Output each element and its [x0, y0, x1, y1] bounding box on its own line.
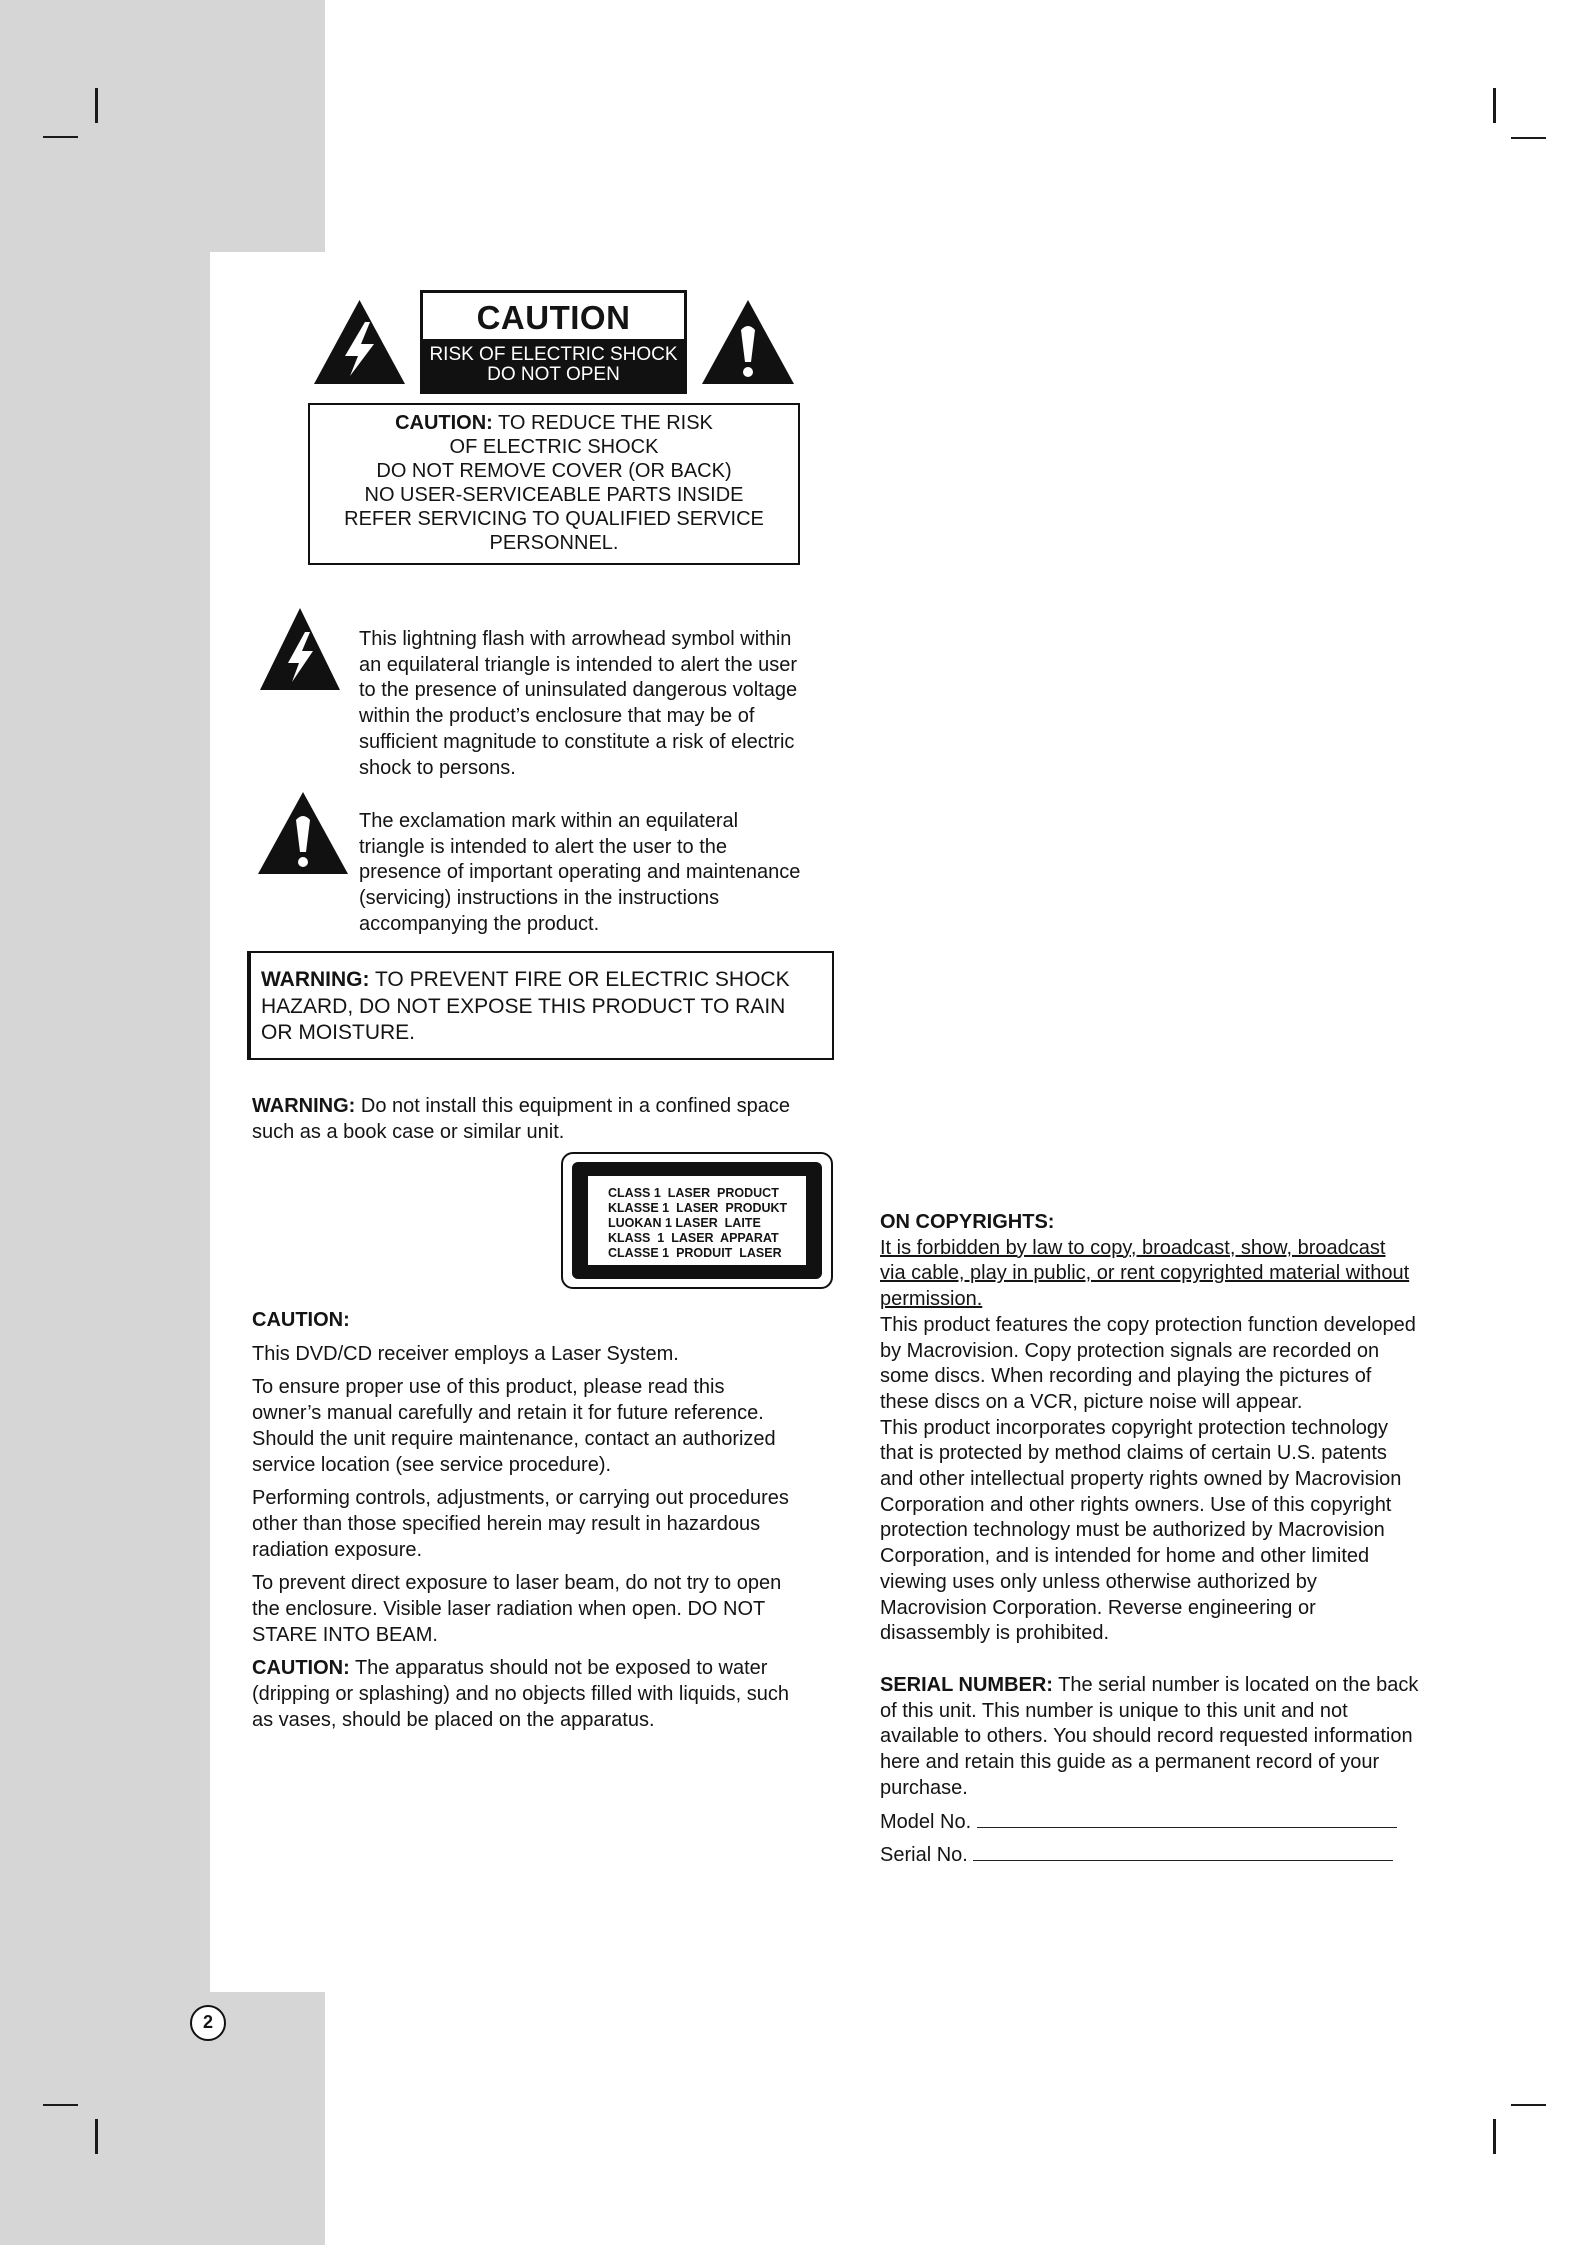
crop-mark [95, 88, 98, 123]
text-line [252, 1656, 852, 1682]
serial-bold: SERIAL NUMBER: [880, 1674, 1053, 1696]
text-line: of this unit. This number is unique to this unit and not [880, 1699, 1348, 1722]
serial-number-section [880, 1673, 1480, 1869]
exclamation-symbol-icon [256, 790, 350, 876]
heading-text: ON COPYRIGHTS: [880, 1211, 1055, 1233]
text-line: STARE INTO BEAM. [252, 1623, 438, 1646]
warning-line [261, 967, 832, 994]
laser-label-text [588, 1176, 806, 1265]
text-line: viewing uses only unless otherwise authorized by [880, 1570, 1317, 1593]
text-line: Macrovision Corporation. Reverse engineering or [880, 1596, 1316, 1619]
page-margin-bottom [0, 1992, 325, 2245]
caution-heading [252, 1308, 852, 1334]
model-number-line[interactable] [977, 1811, 1397, 1828]
model-label: Model No. [880, 1810, 972, 1833]
reduce-line: DO NOT REMOVE COVER (OR BACK) [376, 460, 732, 482]
caution-reduce-box [308, 403, 800, 565]
text-line: an equilateral triangle is intended to alert the user [359, 653, 798, 676]
text-line: radiation exposure. [252, 1538, 423, 1561]
text-line: (servicing) instructions in the instructions [359, 887, 720, 910]
text-line: Performing controls, adjustments, or carrying out procedures [252, 1487, 789, 1510]
warning-line: HAZARD, DO NOT EXPOSE THIS PRODUCT TO RAIN [261, 994, 786, 1018]
caution-title: CAUTION [476, 299, 631, 336]
crop-mark [43, 2104, 78, 2106]
laser-line: KLASSE 1 LASER PRODUKT [608, 1201, 788, 1215]
warning-fire-box [247, 951, 834, 1060]
serial-number-line[interactable] [973, 1844, 1393, 1861]
caution-text: The apparatus should not be exposed to water [349, 1657, 768, 1680]
text-line: to the presence of uninsulated dangerous voltage [359, 679, 798, 702]
text-line: via cable, play in public, or rent copyrighted material without [880, 1262, 1410, 1285]
text-line: by Macrovision. Copy protection signals are recorded on [880, 1339, 1380, 1362]
text-line: such as a book case or similar unit. [252, 1120, 565, 1143]
page-margin-middle [0, 252, 210, 1992]
reduce-text: TO REDUCE THE RISK [492, 412, 713, 434]
page-number: 2 [190, 2005, 226, 2041]
text-line: service location (see service procedure). [252, 1453, 612, 1476]
crop-mark [95, 2119, 98, 2154]
text-line: presence of important operating and maintenance [359, 861, 801, 884]
text-line: To ensure proper use of this product, please read this [252, 1376, 725, 1399]
caution-line: RISK OF ELECTRIC SHOCK [429, 344, 678, 365]
exclamation-warning-icon [700, 298, 796, 386]
laser-line: KLASS 1 LASER APPARAT [608, 1231, 779, 1245]
crop-mark [1511, 137, 1546, 139]
laser-line: LUOKAN 1 LASER LAITE [608, 1216, 761, 1230]
warning-text: Do not install this equipment in a confined space [355, 1095, 791, 1117]
text-line: Corporation, and is intended for home and other limited [880, 1545, 1370, 1568]
text-line: The exclamation mark within an equilateral [359, 810, 739, 832]
text-line: protection technology must be authorized by Macrovision [880, 1519, 1385, 1542]
serial-number-field[interactable] [880, 1843, 1480, 1869]
text-line: and other intellectual property rights owned by Macrovision [880, 1468, 1402, 1491]
text-line: shock to persons. [359, 756, 516, 779]
laser-label-frame [572, 1162, 822, 1279]
text-line: This lightning flash with arrowhead symbol within [359, 628, 792, 650]
text-line: disassembly is prohibited. [880, 1622, 1109, 1645]
lightning-description [359, 627, 839, 781]
exclamation-description [359, 809, 839, 938]
text-line: (dripping or splashing) and no objects filled with liquids, such [252, 1683, 789, 1706]
crop-mark [1493, 88, 1496, 123]
caution-section [252, 1308, 852, 1734]
warning-text: TO PREVENT FIRE OR ELECTRIC SHOCK [369, 968, 790, 991]
model-number-field[interactable] [880, 1810, 1480, 1836]
text-line: available to others. You should record requested information [880, 1725, 1413, 1748]
text-line: Corporation and other rights owners. Use of this copyright [880, 1493, 1392, 1516]
text-line [252, 1094, 852, 1120]
crop-mark [43, 136, 78, 138]
text-line: To prevent direct exposure to laser beam, do not try to open [252, 1572, 782, 1595]
text-line: that is protected by method claims of certain U.S. patents [880, 1442, 1387, 1465]
copyrights-heading [880, 1210, 1480, 1236]
text-line: purchase. [880, 1776, 968, 1799]
text-line: some discs. When recording and playing the pictures of [880, 1365, 1372, 1388]
caution-line: DO NOT OPEN [487, 364, 620, 385]
serial-label: Serial No. [880, 1844, 968, 1867]
reduce-line: PERSONNEL. [489, 532, 619, 554]
laser-line: CLASS 1 LASER PRODUCT [608, 1186, 779, 1200]
reduce-line: REFER SERVICING TO QUALIFIED SERVICE [344, 508, 764, 530]
reduce-line [310, 411, 798, 435]
warning-bold: WARNING: [252, 1095, 356, 1117]
reduce-line: NO USER-SERVICEABLE PARTS INSIDE [364, 484, 744, 506]
text-line: within the product’s enclosure that may be of [359, 705, 755, 728]
lightning-symbol-icon [258, 606, 342, 692]
text-line: It is forbidden by law to copy, broadcast, show, broadcast [880, 1236, 1386, 1259]
text-line: permission. [880, 1288, 983, 1311]
serial-text: The serial number is located on the back [1052, 1674, 1419, 1696]
text-line [880, 1673, 1480, 1699]
warning-install [252, 1094, 852, 1145]
warning-line: OR MOISTURE. [261, 1021, 416, 1044]
text-line: other than those specified herein may result in hazardous [252, 1512, 761, 1535]
page-margin-top [0, 0, 325, 252]
text-line: Should the unit require maintenance, contact an authorized [252, 1427, 776, 1450]
text-line: owner’s manual carefully and retain it for future reference. [252, 1402, 764, 1425]
caution-label [420, 290, 687, 394]
laser-class-label [561, 1152, 833, 1289]
heading-text: CAUTION: [252, 1309, 350, 1331]
text-line: here and retain this guide as a permanent record of your [880, 1751, 1380, 1774]
warning-bold: WARNING: [261, 968, 370, 991]
laser-line: CLASSE 1 PRODUIT LASER [608, 1246, 782, 1260]
lightning-warning-icon [312, 298, 407, 386]
text-line: triangle is intended to alert the user to the [359, 835, 728, 858]
text-line: This DVD/CD receiver employs a Laser System. [252, 1342, 679, 1365]
copyrights-section [880, 1210, 1480, 1647]
crop-mark [1511, 2104, 1546, 2106]
crop-mark [1493, 2119, 1496, 2154]
reduce-bold: CAUTION: [395, 412, 493, 434]
caution-subtitle [423, 339, 684, 391]
text-line: accompanying the product. [359, 912, 600, 935]
caution-bold: CAUTION: [252, 1657, 350, 1680]
reduce-line: OF ELECTRIC SHOCK [449, 436, 659, 458]
text-line: sufficient magnitude to constitute a risk of electric [359, 730, 795, 753]
text-line: the enclosure. Visible laser radiation when open. DO NOT [252, 1598, 766, 1621]
text-line: as vases, should be placed on the apparatus. [252, 1708, 655, 1731]
text-line: This product incorporates copyright protection technology [880, 1416, 1389, 1439]
text-line: This product features the copy protection function developed [880, 1313, 1416, 1336]
text-line: these discs on a VCR, picture noise will appear. [880, 1390, 1303, 1413]
